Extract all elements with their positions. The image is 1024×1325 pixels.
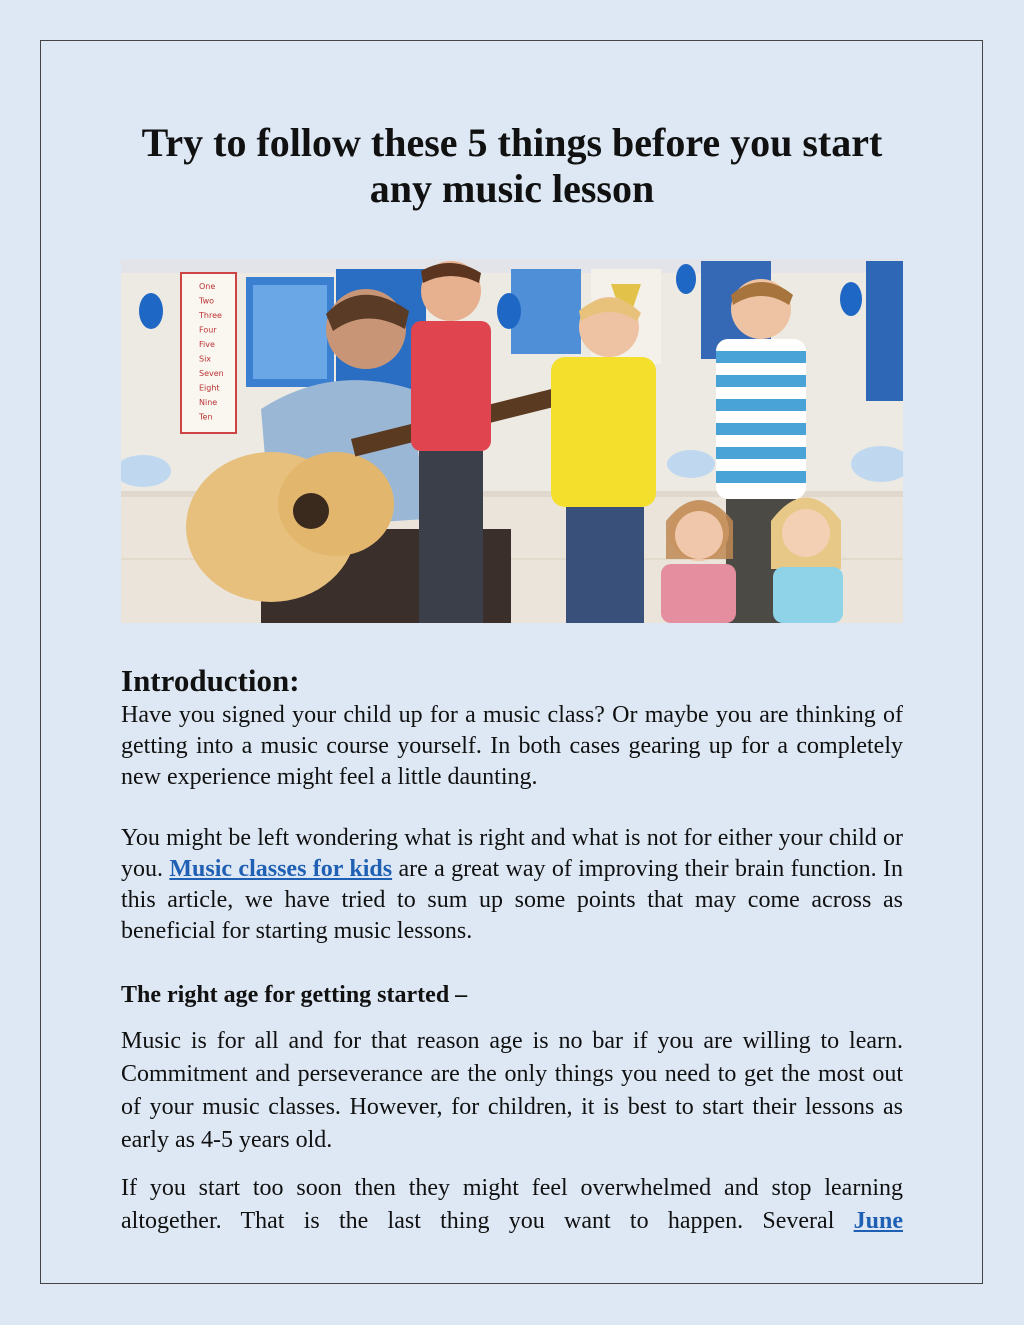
right-age-paragraph-2-wrap <box>121 1172 903 1238</box>
section-heading-right-age: The right age for getting started – <box>121 982 468 1008</box>
chart-number-3: Three <box>199 311 222 320</box>
chart-number-1: One <box>199 282 216 291</box>
june-link[interactable]: June <box>853 1208 903 1234</box>
intro-heading: Introduction: <box>121 663 300 698</box>
chart-number-2: Two <box>199 296 214 306</box>
chart-number-8: Eight <box>199 383 220 393</box>
music-class-illustration <box>121 259 903 623</box>
intro-p2-text-after: are a great way of improving their brain function. In this article, we have tried to sum up some points that may come across as beneficial for starting music lessons. <box>121 856 904 944</box>
right-age-p2-text: If you start too soon then they might feel overwhelmed and stop learning altogether. That is the last thing you want to happen. Several <box>121 1175 903 1234</box>
intro-paragraph-2-wrap <box>121 823 903 947</box>
page-title <box>121 120 903 212</box>
chart-number-4: Four <box>199 325 217 335</box>
music-classes-for-kids-link[interactable]: Music classes for kids <box>169 856 393 882</box>
right-age-section <box>121 1025 903 1157</box>
right-age-paragraph-1: Music is for all and for that reason age is no bar if you are willing to learn. Commitment and perseverance are the only things you need to get the most out of your music classes. However, for children, it is best to start their lessons as early as 4-5 years old. <box>121 1028 903 1153</box>
chart-number-9: Nine <box>199 398 218 407</box>
chart-number-10: Ten <box>199 412 213 422</box>
right-age-paragraph-2 <box>121 1172 903 1238</box>
intro-paragraph-1: Have you signed your child up for a music class? Or maybe you are thinking of getting into a music course yourself. In both cases gearing up for a completely new experience might feel a little daunting. <box>121 702 903 790</box>
title-line-1: Try to follow these 5 things before you start <box>141 120 883 165</box>
chart-number-7: Seven <box>199 369 224 378</box>
intro-section <box>121 700 903 793</box>
intro-p2-text-before: You might be left wondering what is right and what is not for either your child or you. <box>121 825 903 882</box>
intro-paragraph-2 <box>121 823 903 947</box>
chart-number-6: Six <box>199 354 212 364</box>
chart-number-5: Five <box>199 340 215 349</box>
music-class-photo <box>121 259 903 623</box>
title-line-2: any music lesson <box>369 166 655 211</box>
